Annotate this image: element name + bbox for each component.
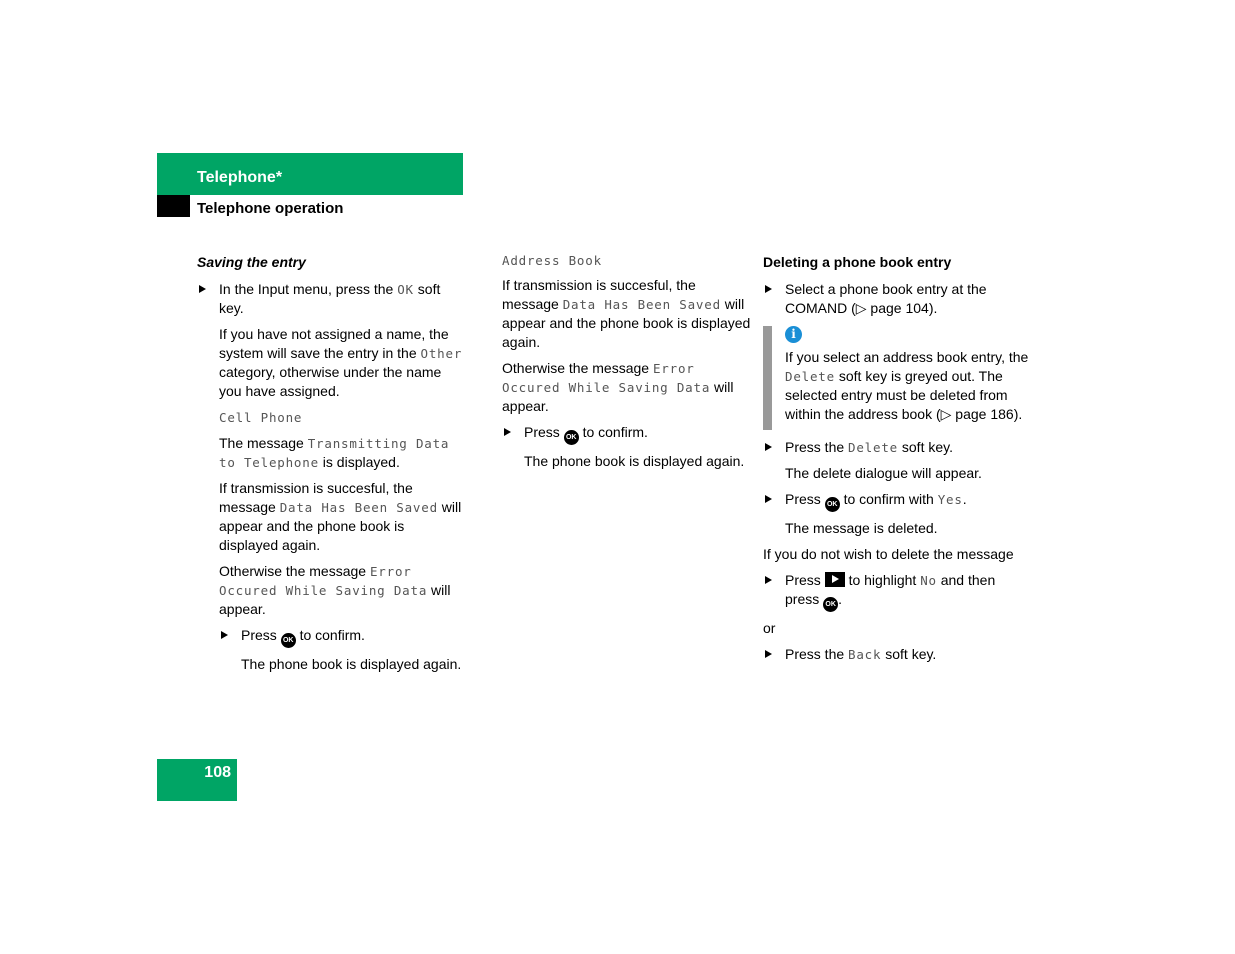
step-highlight-no: Press to highlight No and then press OK . <box>763 571 1033 612</box>
paragraph-phonebook-displayed: The phone book is displayed again. <box>241 656 462 672</box>
bullet-triangle-icon <box>765 443 772 451</box>
bullet-triangle-icon <box>504 428 511 436</box>
softkey-back: Back <box>848 647 882 662</box>
info-note <box>763 326 1033 424</box>
text-or: or <box>763 620 776 636</box>
heading-deleting-entry: Deleting a phone book entry <box>763 254 952 270</box>
bullet-triangle-icon <box>765 285 772 293</box>
ok-button-icon: OK <box>823 597 838 612</box>
step-press-back: Press the Back soft key. <box>763 645 1033 664</box>
paragraph-error: Otherwise the message Error Occured While Saving Data will appear. <box>219 563 451 617</box>
bullet-triangle-icon <box>765 495 772 503</box>
bullet-triangle-icon <box>221 631 228 639</box>
paragraph-no-name-assigned: If you have not assigned a name, the system will save the entry in the Other category, otherwise under the name you have assigned. <box>219 326 463 399</box>
column-3 <box>763 251 1033 671</box>
category-other: Other <box>420 346 463 361</box>
paragraph-phonebook-displayed: The phone book is displayed again. <box>524 453 745 469</box>
paragraph-delete-dialogue: The delete dialogue will appear. <box>785 465 982 481</box>
bullet-triangle-icon <box>765 650 772 658</box>
step-select-entry: Select a phone book entry at the COMAND (▷ page 104). <box>763 280 1033 318</box>
column-1 <box>197 251 467 681</box>
ok-button-icon: OK <box>281 633 296 648</box>
option-yes: Yes <box>937 492 963 507</box>
info-icon: i <box>785 326 802 343</box>
message-data-saved: Data Has Been Saved <box>562 297 721 312</box>
softkey-delete: Delete <box>848 440 898 455</box>
bullet-triangle-icon <box>199 285 206 293</box>
paragraph-if-not-delete: If you do not wish to delete the message <box>763 546 1014 562</box>
heading-saving-entry: Saving the entry <box>197 254 306 270</box>
paragraph-success: If transmission is succesful, the message Data Has Been Saved will appear and the phone book is displayed again. <box>502 277 751 350</box>
ok-button-icon: OK <box>564 430 579 445</box>
message-error: Error Occured While Saving Data <box>219 564 428 598</box>
section-title: Telephone* <box>197 169 283 186</box>
column-2 <box>502 251 752 478</box>
right-arrow-button-icon <box>825 572 845 587</box>
option-no: No <box>920 573 937 588</box>
step-press-ok-confirm: Press OK to confirm. <box>502 423 752 445</box>
ok-button-icon: OK <box>825 497 840 512</box>
page-number: 108 <box>204 764 231 781</box>
step-confirm-yes: Press OK to confirm with Yes. <box>763 490 1033 512</box>
display-address-book: Address Book <box>502 253 602 268</box>
paragraph-transmitting: The message Transmitting Data to Telephone is displayed. <box>219 435 450 470</box>
subsection-marker <box>157 195 190 217</box>
softkey-delete: Delete <box>785 369 835 384</box>
paragraph-message-deleted: The message is deleted. <box>785 520 938 536</box>
subsection-title: Telephone operation <box>197 200 344 217</box>
info-bar <box>763 326 772 430</box>
message-error: Error Occured While Saving Data <box>502 361 711 395</box>
step-press-ok-confirm: Press OK to confirm. <box>197 626 467 648</box>
bullet-triangle-icon <box>765 576 772 584</box>
step-press-ok-softkey: In the Input menu, press the OK soft key. <box>197 280 467 318</box>
display-cell-phone: Cell Phone <box>219 410 303 425</box>
softkey-ok: OK <box>397 282 414 297</box>
paragraph-success: If transmission is succesful, the message Data Has Been Saved will appear and the phone book is displayed again. <box>219 480 462 553</box>
message-data-saved: Data Has Been Saved <box>279 500 438 515</box>
info-text: If you select an address book entry, the Delete soft key is greyed out. The selected entry must be deleted from within the address book (▷ page 186). <box>785 349 1029 422</box>
step-press-delete: Press the Delete soft key. <box>763 438 1033 457</box>
message-transmitting: Transmitting Data to Telephone <box>219 436 450 470</box>
paragraph-error: Otherwise the message Error Occured While Saving Data will appear. <box>502 360 734 414</box>
